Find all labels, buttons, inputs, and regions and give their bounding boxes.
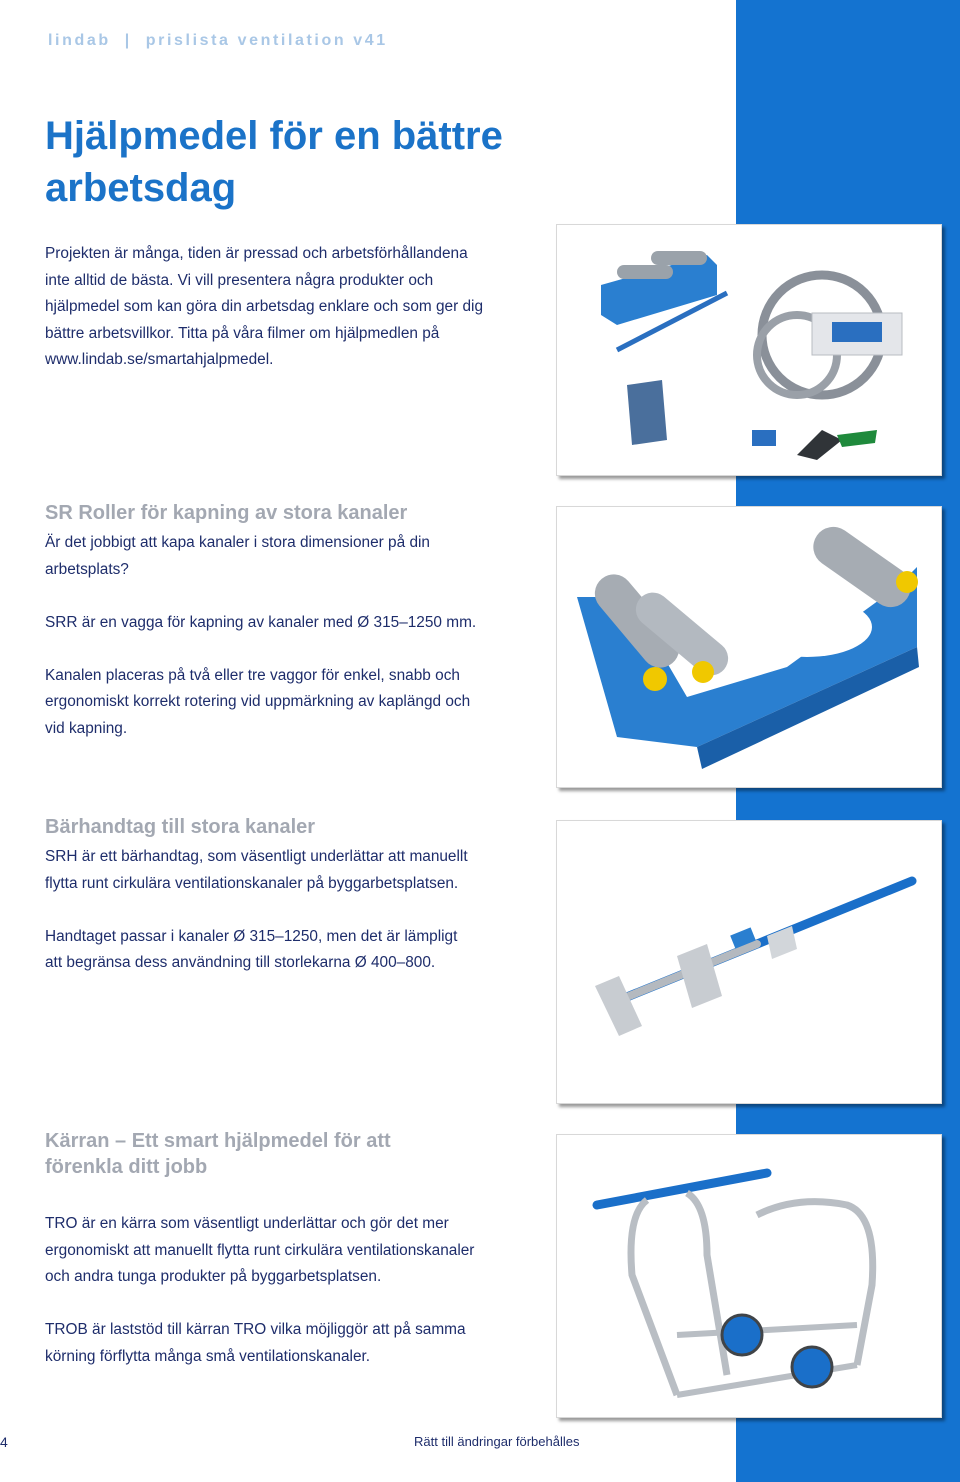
section-sr-roller-text <box>45 530 480 742</box>
karran-paragraph-1: TRO är en kärra som väsentligt underlättar och gör det mer ergonomiskt att manuellt flytta runt cirkulära ventilationskanaler och andra tunga produkter på byggarbetsplatsen. <box>45 1215 475 1285</box>
karran-illustration <box>557 1135 941 1417</box>
section-barhandtag-heading: Bärhandtag till stora kanaler <box>45 816 316 838</box>
header-separator: | <box>124 32 132 49</box>
intro-text <box>45 241 495 374</box>
tools-collection-illustration <box>557 225 941 475</box>
section-karran-text <box>45 1211 485 1370</box>
sr-roller-paragraph-3: Kanalen placeras på två eller tre vaggor för enkel, snabb och ergonomiskt korrekt rotering vid uppmärkning av kaplängd och vid kapning. <box>45 666 471 737</box>
sr-roller-illustration <box>557 507 941 787</box>
header-brand: lindab <box>48 32 111 49</box>
header-subtitle: prislista ventilation v41 <box>145 32 388 49</box>
sr-roller-paragraph-2: SRR är en vagga för kapning av kanaler med Ø 315–1250 mm. <box>45 613 477 631</box>
barhandtag-paragraph-2: Handtaget passar i kanaler Ø 315–1250, men det är lämpligt att begränsa dess användning till storlekarna Ø 400–800. <box>45 927 458 971</box>
page-number: 4 <box>0 1434 8 1450</box>
photo-karran <box>556 1134 942 1418</box>
karran-paragraph-2: TROB är laststöd till kärran TRO vilka möjliggör att på samma körning förflytta många små ventilationskanaler. <box>45 1321 466 1365</box>
sr-roller-paragraph-1: Är det jobbigt att kapa kanaler i stora dimensioner på din arbetsplats? <box>45 534 430 578</box>
photo-sr-roller <box>556 506 942 788</box>
intro-paragraph: Projekten är många, tiden är pressad och arbetsförhållandena inte alltid de bästa. Vi vill presentera några produkter och hjälpmedel som kan göra din arbetsdag enklare och som ger dig bättre arbetsvillkor. Titta på våra filmer om hjälpmedlen på www.lindab.se/smartahjalpmedel. <box>45 245 484 368</box>
section-karran-heading: Kärran – Ett smart hjälpmedel för att förenkla ditt jobb <box>45 1130 391 1178</box>
section-sr-roller-heading: SR Roller för kapning av stora kanaler <box>45 502 408 524</box>
barhandtag-paragraph-1: SRH är ett bärhandtag, som väsentligt underlättar att manuellt flytta runt cirkulära ventilationskanaler på byggarbetsplatsen. <box>45 848 468 892</box>
footer-note: Rätt till ändringar förbehålles <box>414 1434 580 1449</box>
photo-barhandtag <box>556 820 942 1104</box>
photo-tools-collection <box>556 224 942 476</box>
section-barhandtag-text <box>45 844 475 977</box>
page-header <box>48 32 388 50</box>
barhandtag-illustration <box>557 821 941 1103</box>
page-title: Hjälpmedel för en bättre arbetsdag <box>45 114 503 210</box>
